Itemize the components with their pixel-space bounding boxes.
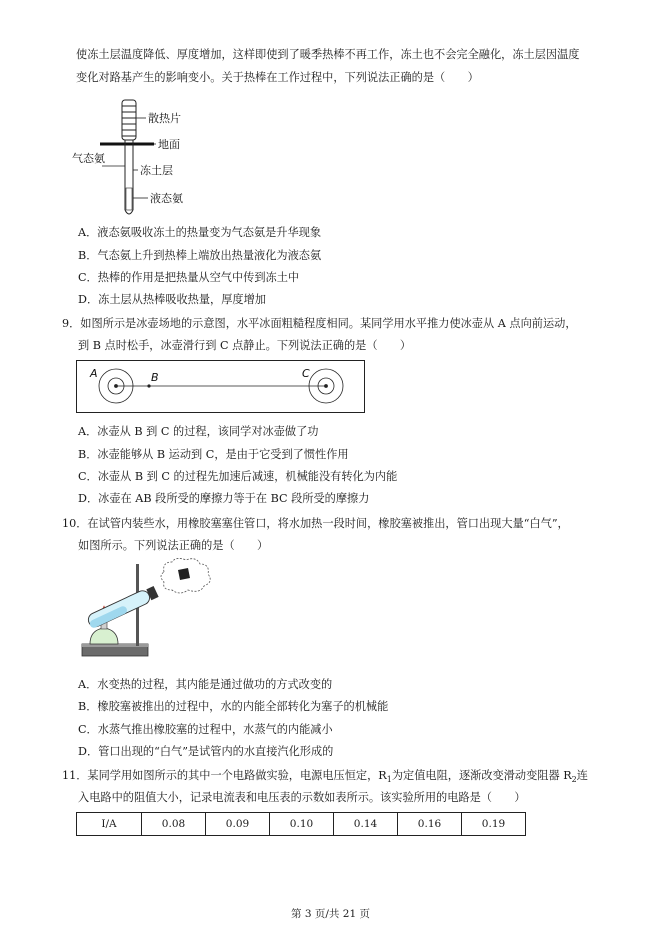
q9-option-a: A．冰壶从 B 到 C 的过程，该同学对冰壶做了功 [78, 425, 319, 438]
q11-stem-part2: 为定值电阻，逐渐改变滑动变阻器 R [391, 769, 572, 782]
q11-stem-line1 [62, 768, 588, 788]
table-header-cell: I/A [77, 813, 142, 836]
table-cell: 0.10 [270, 813, 334, 836]
q8-intro-line1: 使冻土层温度降低、厚度增加，这样即使到了暖季热棒不再工作，冻土也不会完全融化，冻土层因温度 [76, 48, 580, 61]
q10-stem-line1: 10．在试管内装些水，用橡胶塞塞住管口，将水加热一段时间，橡胶塞被推出，管口出现大量“白气”， [62, 517, 569, 530]
test-tube-figure [78, 558, 228, 668]
heat-pipe-figure [72, 92, 212, 222]
point-a-label: A [90, 367, 98, 380]
q10-option-c: C．水蒸气推出橡胶塞的过程中，水蒸气的内能减小 [78, 723, 333, 736]
q9-option-d: D．冰壶在 AB 段所受的摩擦力等于在 BC 段所受的摩擦力 [78, 492, 370, 505]
q9-stem-line1: 9．如图所示是冰壶场地的示意图，水平冰面粗糙程度相同。某同学用水平推力使冰壶从 A 点向前运动， [62, 317, 577, 330]
q11-stem-part1: 11．某同学用如图所示的其中一个电路做实验，电源电压恒定，R [62, 769, 387, 782]
ground-label: 地面 [158, 138, 180, 151]
table-cell: 0.19 [462, 813, 526, 836]
liquid-ammonia-label: 液态氨 [150, 192, 183, 205]
q8-option-c: C．热棒的作用是把热量从空气中传到冻土中 [78, 271, 300, 284]
table-row [77, 813, 526, 836]
table-cell: 0.09 [206, 813, 270, 836]
table-cell: 0.08 [142, 813, 206, 836]
table-cell: 0.14 [334, 813, 398, 836]
q10-option-b: B．橡胶塞被推出的过程中，水的内能全部转化为塞子的机械能 [78, 700, 389, 713]
table-cell: 0.16 [398, 813, 462, 836]
frozen-soil-label: 冻土层 [140, 164, 173, 177]
q8-option-b: B．气态氨上升到热棒上端放出热量液化为液态氨 [78, 249, 322, 262]
point-c-label: C [302, 367, 310, 380]
q11-stem-part3: 连 [576, 769, 588, 782]
q9-stem-line2: 到 B 点时松手，冰壶滑行到 C 点静止。下列说法正确的是（ ） [78, 339, 412, 352]
r2-subscript: 2 [571, 775, 577, 785]
current-table [76, 812, 526, 836]
q8-option-d: D．冻土层从热棒吸收热量，厚度增加 [78, 293, 266, 306]
r1-subscript: 1 [386, 775, 392, 785]
steam-cloud [161, 558, 210, 593]
liquid-ammonia-fill [126, 188, 132, 210]
q10-stem-line2: 如图所示。下列说法正确的是（ ） [78, 539, 269, 552]
curling-rink-figure [76, 360, 366, 414]
q10-option-a: A．水变热的过程，其内能是通过做功的方式改变的 [78, 678, 333, 691]
q11-stem-line2: 入电路中的阻值大小，记录电流表和电压表的示数如表所示。该实验所用的电路是（ ） [78, 791, 526, 804]
q9-option-c: C．冰壶从 B 到 C 的过程先加速后减速，机械能没有转化为内能 [78, 470, 398, 483]
q10-option-d: D．管口出现的“白气”是试管内的水直接汽化形成的 [78, 745, 334, 758]
test-tube [86, 585, 159, 629]
fins-label: 散热片 [148, 112, 181, 125]
heat-fins [122, 100, 136, 140]
q9-option-b: B．冰壶能够从 B 运动到 C，是由于它受到了惯性作用 [78, 448, 349, 461]
point-b-dot [147, 384, 150, 387]
q8-intro-line2: 变化对路基产生的影响变小。关于热棒在工作过程中，下列说法正确的是（ ） [76, 71, 479, 84]
gas-ammonia-label: 气态氨 [72, 152, 105, 165]
page-footer: 第 3 页/共 21 页 [291, 908, 370, 920]
q8-option-a: A．液态氨吸收冻土的热量变为气态氨是升华现象 [78, 226, 322, 239]
point-b-label: B [151, 371, 159, 384]
